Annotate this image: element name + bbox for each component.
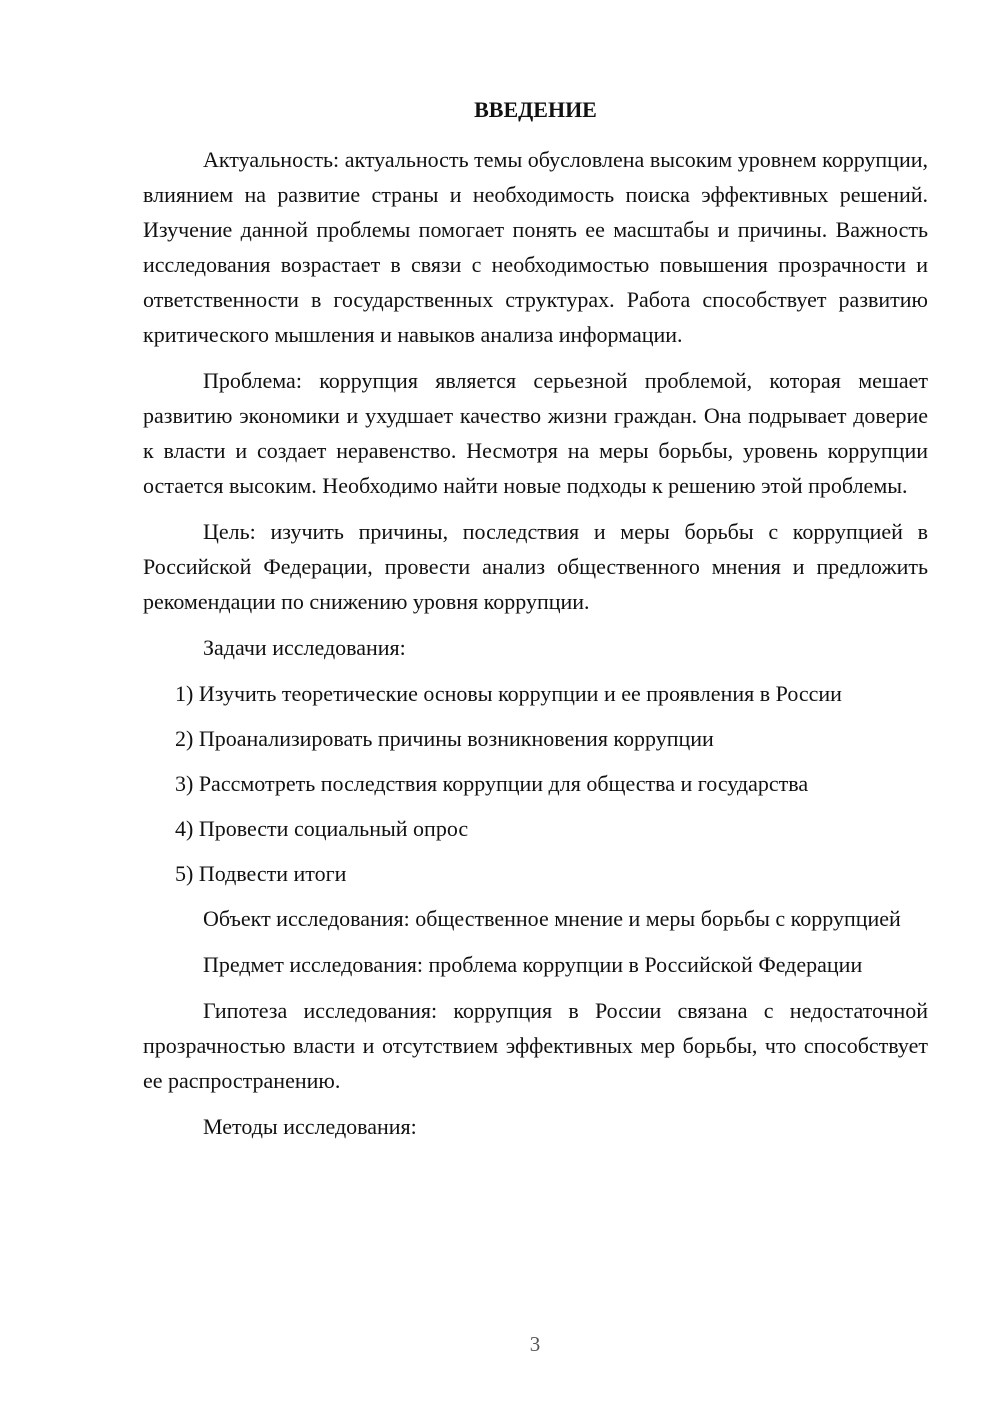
- page-title: ВВЕДЕНИЕ: [474, 97, 597, 122]
- tasks-list: [143, 676, 928, 891]
- task-item-5: 5) Подвести итоги: [175, 861, 347, 886]
- methods-heading: Методы исследования:: [203, 1114, 417, 1139]
- task-item-1: 1) Изучить теоретические основы коррупции и ее проявления в России: [175, 681, 842, 706]
- tasks-heading: Задачи исследования:: [203, 635, 406, 660]
- hypothesis-paragraph: Гипотеза исследования: коррупция в России связана с недостаточной прозрачностью власти и отсутствием эффективных мер борьбы, что способствует ее распространению.: [143, 998, 928, 1093]
- problem-paragraph: Проблема: коррупция является серьезной проблемой, которая мешает развитию экономики и ухудшает качество жизни граждан. Она подрывает доверие к власти и создает неравенство. Несмотря на меры борьбы, уровень коррупции остается высоким. Необходимо найти новые подходы к решению этой проблемы.: [143, 368, 928, 498]
- relevance-paragraph: Актуальность: актуальность темы обусловлена высоким уровнем коррупции, влиянием на развитие страны и необходимость поиска эффективных решений. Изучение данной проблемы помогает понять ее масштабы и причины. Важность исследования возрастает в связи с необходимостью повышения прозрачности и ответственности в государственных структурах. Работа способствует развитию критического мышления и навыков анализа информации.: [143, 147, 928, 347]
- task-item-4: 4) Провести социальный опрос: [175, 816, 469, 841]
- object-paragraph: Объект исследования: общественное мнение и меры борьбы с коррупцией: [203, 906, 901, 931]
- task-item-2: 2) Проанализировать причины возникновения коррупции: [175, 726, 714, 751]
- page-content: [143, 96, 928, 1155]
- task-item-3: 3) Рассмотреть последствия коррупции для общества и государства: [175, 771, 809, 796]
- page-number: 3: [529, 1332, 541, 1356]
- goal-paragraph: Цель: изучить причины, последствия и меры борьбы с коррупцией в Российской Федерации, провести анализ общественного мнения и предложить рекомендации по снижению уровня коррупции.: [143, 519, 928, 614]
- subject-paragraph: Предмет исследования: проблема коррупции в Российской Федерации: [203, 952, 863, 977]
